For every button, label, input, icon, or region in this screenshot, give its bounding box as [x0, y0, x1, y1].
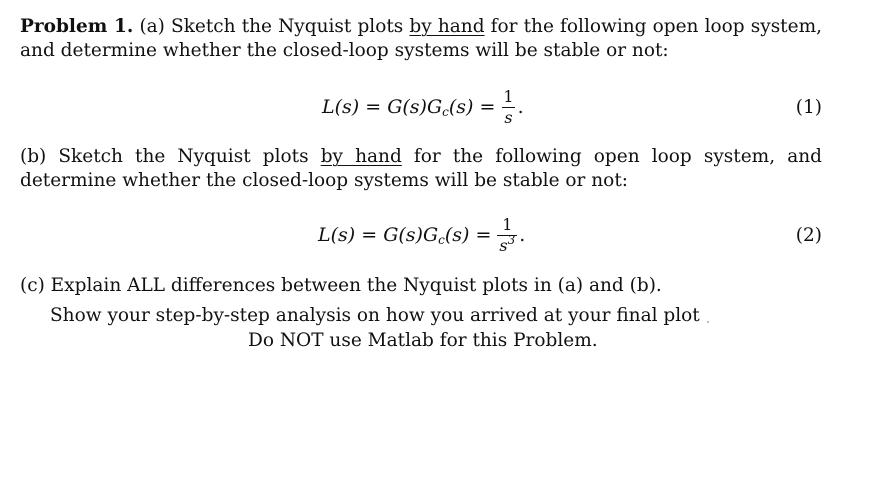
- part-a-suffix: for the following open loop system, and determine whether the closed-loop systems will be stable or not:: [20, 16, 822, 61]
- equation-2-subscript: c: [438, 233, 445, 247]
- equation-2-exponent: 3: [507, 232, 516, 247]
- part-b-paragraph: [20, 145, 822, 193]
- equation-1-number: (1): [795, 96, 822, 118]
- equation-2-end: .: [519, 224, 526, 246]
- equation-2-denominator: $s^3$: [499, 232, 516, 255]
- equation-2: [0, 210, 869, 260]
- stray-dot: [707, 321, 709, 323]
- part-b-suffix: for the following open loop system, and determine whether the closed-loop systems will be stable or not:: [20, 146, 822, 191]
- part-c-paragraph: (c) Explain ALL differences between the Nyquist plots in (a) and (b).: [20, 275, 662, 296]
- equation-2-number: (2): [795, 224, 822, 246]
- instruction-no-matlab: Do NOT use Matlab for this Problem.: [248, 330, 598, 351]
- part-b-emphasis: by hand: [320, 146, 402, 167]
- equation-1-subscript: c: [442, 105, 449, 119]
- equation-2-body: [318, 210, 525, 260]
- equation-1-end: .: [517, 96, 524, 118]
- equation-1-denominator: s: [504, 107, 513, 127]
- problem-label: Problem 1.: [20, 16, 134, 37]
- equation-1-fraction: [501, 86, 515, 127]
- equation-2-lhs: L(s) = G(s)G: [318, 224, 439, 246]
- equation-1-mid: (s) =: [448, 96, 496, 118]
- part-a-paragraph: [20, 15, 822, 63]
- equation-2-fraction: [497, 214, 517, 255]
- part-a-emphasis: by hand: [409, 16, 485, 37]
- part-a-prefix: (a) Sketch the Nyquist plots: [139, 16, 410, 37]
- equation-1-numerator: 1: [503, 86, 514, 106]
- part-b-prefix: (b) Sketch the Nyquist plots: [20, 146, 321, 167]
- equation-2-numerator: 1: [502, 214, 513, 234]
- equation-1: [0, 82, 869, 132]
- equation-1-body: [322, 82, 524, 132]
- equation-2-mid: (s) =: [444, 224, 492, 246]
- instruction-step-by-step: Show your step-by-step analysis on how you arrived at your final plot: [50, 305, 700, 326]
- equation-1-lhs: L(s) = G(s)G: [322, 96, 443, 118]
